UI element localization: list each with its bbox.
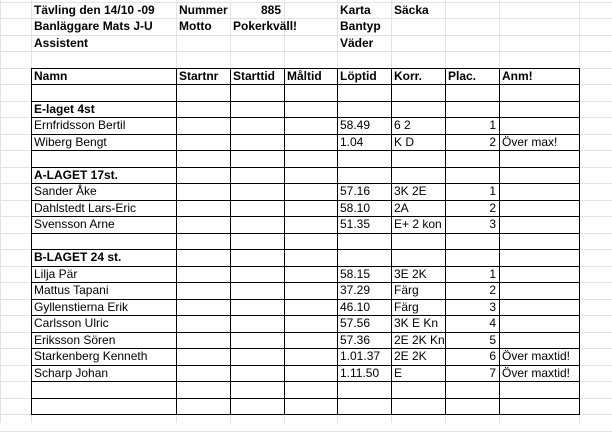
loptid-cell[interactable]: 37.29 (340, 283, 371, 297)
loptid-cell[interactable]: 58.10 (340, 201, 371, 215)
korr-cell[interactable]: 6 2 (394, 118, 411, 132)
name-cell[interactable]: Wiberg Bengt (34, 135, 107, 149)
korr-cell[interactable]: 3E 2K (394, 267, 427, 281)
plac-cell[interactable]: 1 (489, 267, 496, 281)
plac-cell[interactable]: 5 (489, 333, 496, 347)
loptid-cell[interactable]: 57.56 (340, 316, 371, 330)
col-header-maltid[interactable]: Måltid (287, 69, 322, 83)
korr-cell[interactable]: Färg (394, 300, 419, 314)
plac-cell[interactable]: 2 (489, 135, 496, 149)
loptid-cell[interactable]: 1.01.37 (340, 349, 381, 363)
table-border-line (579, 68, 580, 415)
name-cell[interactable]: Scharp Johan (34, 366, 109, 380)
table-border-line (31, 134, 579, 135)
loptid-cell[interactable]: 57.36 (340, 333, 371, 347)
table-border-line (391, 68, 392, 415)
table-border-line (31, 216, 579, 217)
col-header-plac[interactable]: Plac. (448, 69, 477, 83)
name-cell[interactable]: Carlsson Ulric (34, 316, 109, 330)
korr-cell[interactable]: Färg (394, 283, 419, 297)
anm-cell[interactable]: Över max! (502, 135, 558, 149)
anm-cell[interactable]: Över maxtid! (502, 349, 571, 363)
korr-cell[interactable]: K D (394, 135, 415, 149)
col-header-namn[interactable]: Namn (34, 69, 68, 83)
name-cell[interactable]: Gyllenstierna Erik (34, 300, 129, 314)
name-cell[interactable]: Svensson Arne (34, 217, 115, 231)
col-header-korr[interactable]: Korr. (394, 69, 423, 83)
weather-label-cell[interactable]: Väder (340, 36, 374, 50)
plac-cell[interactable]: 2 (489, 201, 496, 215)
table-border-line (31, 414, 579, 415)
table-border-line (31, 282, 579, 283)
group-title-cell[interactable]: A-LAGET 17st. (34, 168, 119, 182)
plac-cell[interactable]: 7 (489, 366, 496, 380)
table-border-line (31, 266, 579, 267)
table-border-line (31, 117, 579, 118)
gridline-vertical (0, 0, 1, 423)
motto-value-cell[interactable]: Pokerkväll! (233, 19, 298, 33)
name-cell[interactable]: Starkenberg Kenneth (34, 349, 148, 363)
loptid-cell[interactable]: 58.15 (340, 267, 371, 281)
group-title-cell[interactable]: B-LAGET 24 st. (34, 250, 122, 264)
table-border-line (31, 167, 579, 168)
plac-cell[interactable]: 1 (489, 118, 496, 132)
table-border-line (31, 68, 32, 415)
table-border-line (31, 84, 579, 85)
table-border-line (31, 233, 579, 234)
table-border-line (31, 381, 579, 382)
loptid-cell[interactable]: 58.49 (340, 118, 371, 132)
map-value-cell[interactable]: Säcka (394, 3, 429, 17)
anm-cell[interactable]: Över maxtid! (502, 366, 571, 380)
table-border-line (176, 68, 177, 415)
table-border-line (337, 68, 338, 415)
korr-cell[interactable]: 2E 2K Kn (394, 333, 445, 347)
korr-cell[interactable]: 2A (394, 201, 409, 215)
name-cell[interactable]: Lilja Pär (34, 267, 78, 281)
course-type-label-cell[interactable]: Bantyp (340, 19, 381, 33)
korr-cell[interactable]: E (394, 366, 403, 380)
korr-cell[interactable]: E+ 2 kon (394, 217, 442, 231)
motto-label-cell[interactable]: Motto (179, 19, 212, 33)
table-border-line (230, 68, 231, 415)
course-setter-cell[interactable]: Banläggare Mats J-U (34, 19, 153, 33)
assistant-label-cell[interactable]: Assistent (34, 36, 89, 50)
col-header-anm[interactable]: Anm! (502, 69, 533, 83)
plac-cell[interactable]: 1 (489, 184, 496, 198)
table-border-line (284, 68, 285, 415)
plac-cell[interactable]: 3 (489, 300, 496, 314)
table-border-line (31, 200, 579, 201)
table-border-line (31, 315, 579, 316)
number-value-cell[interactable]: 885 (260, 3, 281, 17)
group-title-cell[interactable]: E-laget 4st (34, 102, 95, 116)
col-header-starttid[interactable]: Starttid (233, 69, 275, 83)
competition-date-cell[interactable]: Tävling den 14/10 -09 (34, 3, 155, 17)
col-header-startnr[interactable]: Startnr (179, 69, 219, 83)
table-border-line (31, 150, 579, 151)
table-border-line (499, 68, 500, 415)
plac-cell[interactable]: 3 (489, 217, 496, 231)
table-border-line (31, 398, 579, 399)
table-border-line (31, 348, 579, 349)
table-border-line (31, 332, 579, 333)
korr-cell[interactable]: 3K E Kn (394, 316, 439, 330)
loptid-cell[interactable]: 1.04 (340, 135, 364, 149)
table-border-line (445, 68, 446, 415)
name-cell[interactable]: Ernfridsson Bertil (34, 118, 126, 132)
number-label-cell[interactable]: Nummer (179, 3, 228, 17)
plac-cell[interactable]: 4 (489, 316, 496, 330)
plac-cell[interactable]: 2 (489, 283, 496, 297)
name-cell[interactable]: Sander Åke (34, 184, 97, 198)
name-cell[interactable]: Eriksson Sören (34, 333, 116, 347)
korr-cell[interactable]: 3K 2E (394, 184, 427, 198)
map-label-cell[interactable]: Karta (340, 3, 371, 17)
loptid-cell[interactable]: 57.16 (340, 184, 371, 198)
loptid-cell[interactable]: 1.11.50 (340, 366, 380, 380)
table-border-line (31, 101, 579, 102)
table-border-line (31, 365, 579, 366)
col-header-loptid[interactable]: Löptid (340, 69, 377, 83)
table-border-line (31, 183, 579, 184)
table-border-line (31, 68, 579, 69)
table-border-line (31, 249, 579, 250)
korr-cell[interactable]: 2E 2K (394, 349, 427, 363)
table-border-line (31, 299, 579, 300)
loptid-cell[interactable]: 51.35 (340, 217, 371, 231)
loptid-cell[interactable]: 46.10 (340, 300, 371, 314)
plac-cell[interactable]: 6 (489, 349, 496, 363)
name-cell[interactable]: Dahlstedt Lars-Eric (34, 201, 137, 215)
name-cell[interactable]: Mattus Tapani (34, 283, 109, 297)
